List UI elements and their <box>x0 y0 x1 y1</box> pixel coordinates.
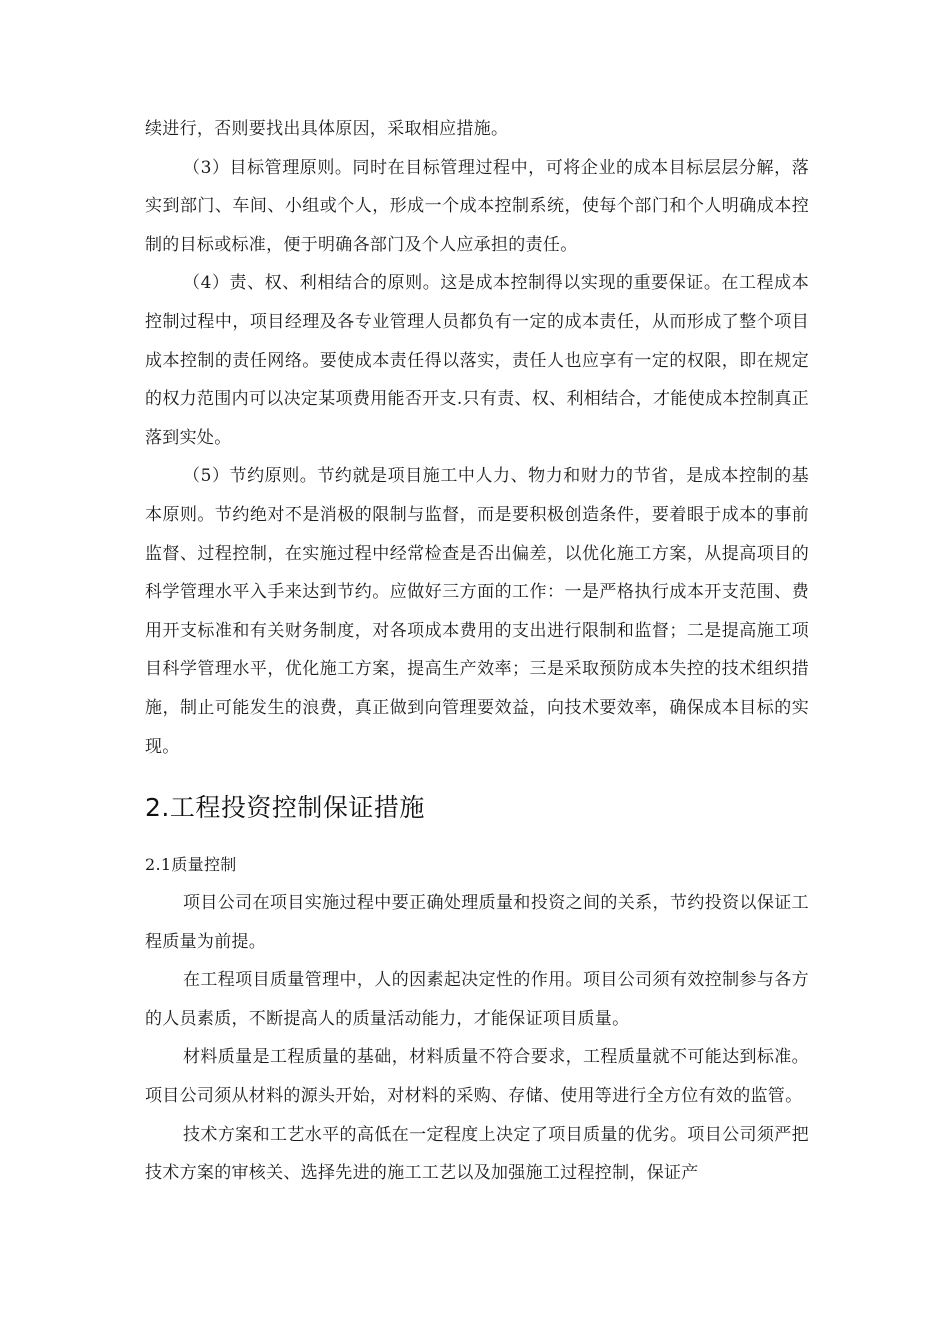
paragraph-material-quality: 材料质量是工程质量的基础，材料质量不符合要求，工程质量就不可能达到标准。项目公司须从材料的源头开始，对材料的采购、存储、使用等进行全方位有效的监管。 <box>145 1047 809 1107</box>
paragraph-technical-plan: 技术方案和工艺水平的高低在一定程度上决定了项目质量的优劣。项目公司须严把技术方案的审核关、选择先进的施工工艺以及加强施工过程控制，保证产 <box>145 1124 809 1184</box>
paragraph-principle-4: （4）责、权、利相结合的原则。这是成本控制得以实现的重要保证。在工程成本控制过程中，项目经理及各专业管理人员都负有一定的成本责任，从而形成了整个项目成本控制的责任网络。要使成本责任得以落实，责任人也应享有一定的权限，即在规定的权力范围内可以决定某项费用能否开支.只有责、权、利相结合，才能使成本控制真正落到实处。 <box>145 273 809 448</box>
document-body <box>145 110 809 1193</box>
paragraph-quality-investment: 项目公司在项目实施过程中要正确处理质量和投资之间的关系，节约投资以保证工程质量为前提。 <box>145 893 809 952</box>
subsection-heading: 2.1质量控制 <box>145 855 237 875</box>
section-heading: 2.工程投资控制保证措施 <box>145 793 425 823</box>
paragraph-human-factor: 在工程项目质量管理中，人的因素起决定性的作用。项目公司须有效控制参与各方的人员素质，不断提高人的质量活动能力，才能保证项目质量。 <box>145 970 809 1029</box>
paragraph-principle-5: （5）节约原则。节约就是项目施工中人力、物力和财力的节省，是成本控制的基本原则。节约绝对不是消极的限制与监督，而是要积极创造条件，要着眼于成本的事前监督、过程控制，在实施过程中经常检查是否出偏差，以优化施工方案，从提高项目的科学管理水平入手来达到节约。应做好三方面的工作：一是严格执行成本开支范围、费用开支标准和有关财务制度，对各项成本费用的支出进行限制和监督；二是提高施工项目科学管理水平，优化施工方案，提高生产效率；三是采取预防成本失控的技术组织措施，制止可能发生的浪费，真正做到向管理要效益，向技术要效率，确保成本目标的实现。 <box>145 466 809 757</box>
paragraph-continuation: 续进行，否则要找出具体原因，采取相应措施。 <box>145 119 509 139</box>
paragraph-principle-3: （3）目标管理原则。同时在目标管理过程中，可将企业的成本目标层层分解，落实到部门、车间、小组或个人，形成一个成本控制系统，使每个部门和个人明确成本控制的目标或标准，便于明确各部门及个人应承担的责任。 <box>145 157 809 255</box>
